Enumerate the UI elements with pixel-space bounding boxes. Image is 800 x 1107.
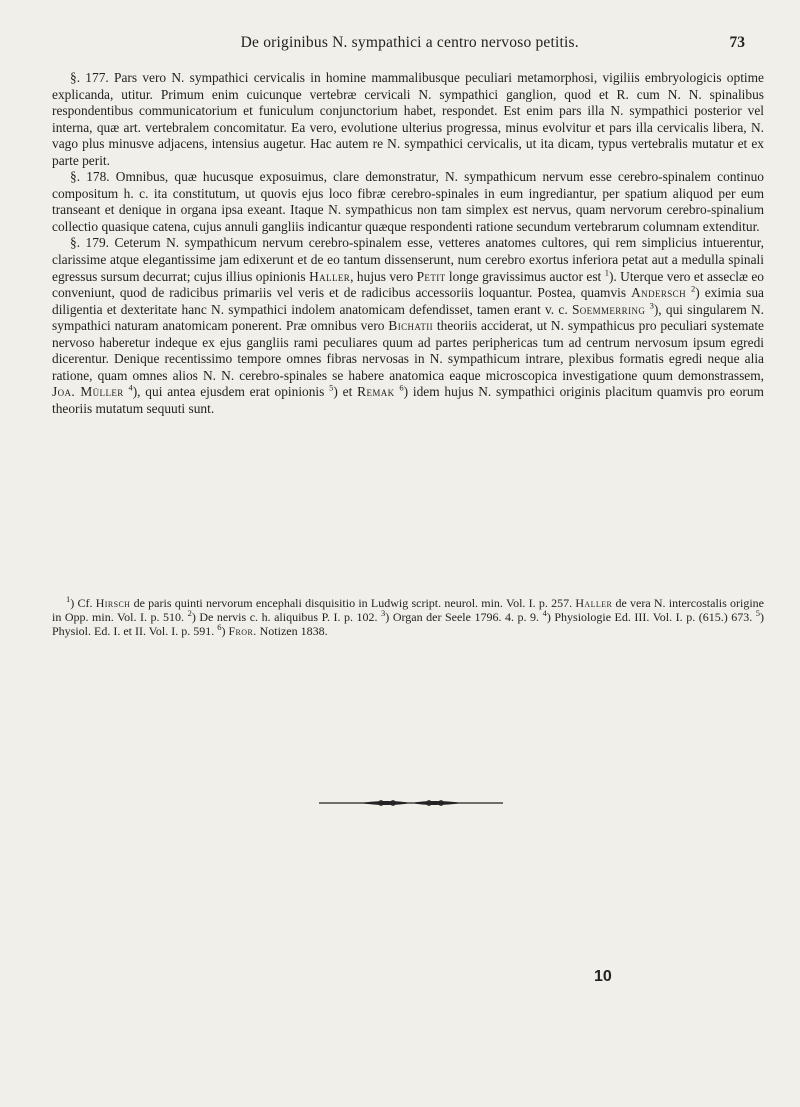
paragraph-text: , hujus vero (350, 268, 417, 284)
author-name: Soemmerring (571, 301, 646, 317)
author-name: Bichatii (388, 318, 434, 334)
author-name: Haller (309, 268, 351, 284)
footnote-text: ) Cf. (70, 596, 96, 610)
signature-mark: 10 (594, 968, 612, 985)
running-header (90, 34, 745, 52)
footnote-marker: 1 (604, 267, 609, 278)
paragraph-text: §. 179. Ceterum N. sympathicum nervum cerebro-spinalem esse, vetteres anatomes cultores, qui rem simplicius intuerentur, clarissime atque elegantissime jam edixerunt et de eo tantum dissenserunt, num cerebro exortus inferiora petat aut a medulla spinali egressus sursum decurrat; cujus illius opinionis (52, 235, 764, 284)
footnote-text: ) De nervis c. h. aliquibus P. I. p. 102. (191, 610, 382, 625)
paragraph-text: ). Uterque vero et asseclæ eo conveniunt, quod de radicibus primariis vel veris et de radicibus accessoriis loquantur. Postea, quamvis (52, 268, 764, 301)
paragraph-text: ) idem hujus N. sympathici originis placitum quamvis pro eorum theoriis mutatum sequuti sunt. (52, 384, 764, 416)
footnote-marker: 5 (329, 382, 334, 393)
footnote-marker: 4 (128, 382, 133, 393)
footnote-marker: 3 (649, 300, 654, 311)
page-number: 73 (729, 34, 745, 51)
paragraph-text: ), qui singularem N. sympathici naturam anatomicam ponerent. Præ omnibus vero (52, 301, 765, 334)
footnote-number: 6 (217, 622, 222, 633)
author-name: Remak (357, 384, 395, 400)
paragraph-179 (52, 235, 764, 417)
main-text (52, 70, 764, 417)
footnote-marker: 2 (691, 283, 696, 294)
footnote-number: 3 (381, 608, 386, 619)
paragraph-178 (52, 169, 764, 235)
footnote-text: de paris quinti nervorum encephali disquisitio in Ludwig script. neurol. min. Vol. I. p. 257. (130, 596, 576, 610)
paragraph-text: ), qui antea ejusdem erat opinionis (132, 384, 330, 400)
author-name: Joa. Müller (52, 384, 124, 400)
paragraph-177 (52, 70, 764, 169)
author-name: Petit (416, 268, 446, 284)
footnote-text: ) (221, 624, 229, 639)
footnote-text: de vera N. intercostalis origine in Opp. min. Vol. I. p. 510. (52, 596, 765, 625)
footnote-number: 1 (66, 594, 71, 604)
paragraph-text: §. 177. Pars vero N. sympathici cervicalis in homine mammalibusque peculiari metamorphosi, vigiliis embryologicis optime explicanda, utitur. Primum enim cuicunque vertebræ cervicali N. sympathici ganglion, quod et R. cum N. N. spinalibus respondentibus communicatorium et funiculum conjunctorium habet, respondet. Est enim pars illa N. sympathici posterior vel interna, quæ art. vertebralem concomitatur. Ea vero, evolutione ulterius progressa, minus evolvitur et pars illa cervicalis libera, N. vago plus minusve adjacens, intensius augetur. Hac autem re N. sympathici cervicalis, ut ita dicam, typus vertebralis mutatur et ex parte perit. (52, 70, 764, 168)
author-name: Fror. (228, 624, 257, 639)
paragraph-text: ) et (333, 384, 358, 400)
paragraph-text: theoriis acciderat, ut N. sympathicus pro peculiari systemate nervoso haberetur indeque ex ejus gangliis rami peculiares quum ad partes periphericas tum ad centrum nervosum ipsum egredi dicerentur. Denique recentissimo tempore omnes fibras nervosas in N. sympathicum intrare, plexibus formatis egredi neque alia ratione, quam omnes alios N. N. cerebro-spinales se habere anatomica eaque microscopica investigatione quum demonstrassem, (52, 318, 764, 383)
paragraph-text: longe gravissimus auctor est (445, 268, 605, 284)
footnote-block (52, 596, 764, 639)
paragraph-text: ) eximia sua diligentia et dexteritate hanc N. sympathici indolem anatomicam defendisset, tamen erant v. c. (52, 285, 764, 317)
author-name: Haller (575, 596, 613, 610)
footnote-text: ) Physiol. Ed. I. et II. Vol. I. p. 591. (52, 610, 765, 639)
author-name: Andersch (631, 285, 686, 301)
footnote-marker: 6 (399, 382, 404, 393)
running-title: De originibus N. sympathici a centro nervoso petitis. (240, 34, 579, 51)
footnote-number: 5 (755, 608, 761, 619)
footnote-number: 4 (542, 608, 547, 619)
ornamental-rule (319, 798, 503, 808)
footnote-number: 2 (187, 608, 192, 619)
footnote-text: ) Organ der Seele 1796. 4. p. 9. (385, 610, 543, 625)
footnote-text: Notizen 1838. (256, 624, 328, 639)
paragraph-text: §. 178. Omnibus, quæ hucusque exposuimus, clare demonstratur, N. sympathicum nervum esse cerebro-spinalem continuo compositum h. c. ita constitutum, ut quovis ejus loco fibræ cerebro-spinales in eum ingrediantur, per spatium aliquod per eum transeant et denique in organa ipsa exeant. Itaque N. sympathicus non tam simplex est nervus, quam nervorum cerebro-spinalium collectio quasique catena, cujus annuli gangliis indicantur quæque respondenti ratione secundum vertebrarum columnam extenditur. (52, 169, 764, 234)
footnotes (52, 596, 764, 639)
author-name: Hirsch (95, 596, 131, 610)
footnote-text: ) Physiologie Ed. III. Vol. I. p. (615.) 673. (546, 610, 756, 625)
